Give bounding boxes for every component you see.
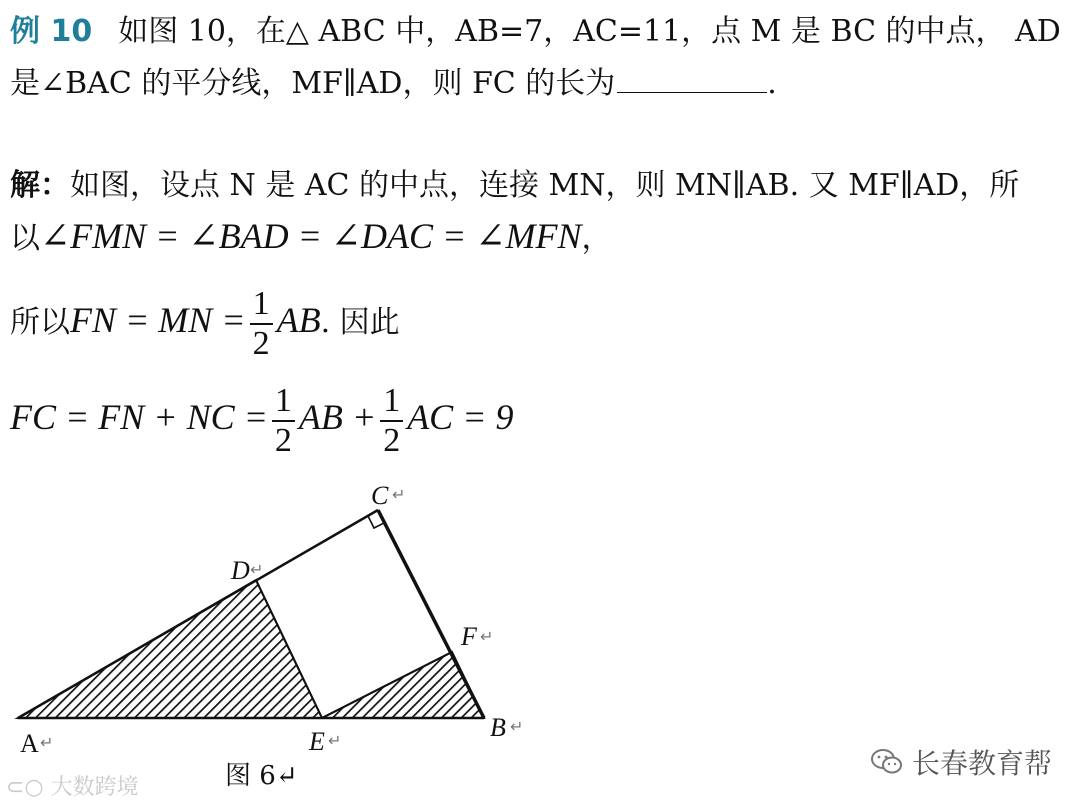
fraction-half-2 — [380, 382, 403, 460]
solution-text-3-suffix: . 因此 — [320, 305, 400, 340]
fraction-denominator: 2 — [252, 325, 270, 362]
solution-line-1 — [10, 166, 1019, 206]
solution-line-2 — [10, 216, 612, 259]
shaded-triangle-ade — [18, 580, 322, 718]
example-label: 例 10 — [10, 14, 93, 49]
label-e: E — [309, 727, 325, 756]
fc-equation-b: AB + — [298, 397, 377, 437]
wechat-icon — [870, 747, 904, 777]
shaded-region-efb — [322, 652, 484, 718]
angle-equation: ∠FMN = ∠BAD = ∠DAC = ∠MFN — [40, 216, 582, 256]
return-mark-d: ↵ — [250, 560, 264, 579]
problem-line-1 — [10, 12, 1061, 52]
watermark-logo-icon: ⊂○ — [6, 775, 44, 800]
watermark-left-text: 大数跨境 — [50, 775, 139, 800]
solution-text-3-prefix: 所以 — [10, 305, 70, 340]
fraction-denominator-1: 2 — [274, 422, 292, 459]
fraction-denominator-2: 2 — [383, 422, 401, 459]
label-c: C — [371, 481, 389, 510]
problem-text-2: 是∠BAC 的平分线，MF∥AD，则 FC 的长为 — [10, 66, 616, 101]
watermark-left — [6, 770, 139, 801]
watermark-right — [870, 742, 1052, 782]
figure-caption: 图 6↵ — [225, 761, 298, 791]
problem-line-2 — [10, 64, 777, 104]
solution-text-2-suffix: ， — [581, 221, 612, 256]
solution-label: 解： — [10, 168, 70, 203]
geometry-figure — [0, 470, 560, 760]
fraction-half-1 — [272, 382, 295, 460]
answer-blank — [617, 64, 767, 93]
return-mark-c: ↵ — [392, 485, 406, 504]
return-mark-a: ↵ — [40, 733, 54, 752]
solution-line-4 — [10, 372, 513, 465]
return-mark-f: ↵ — [480, 627, 494, 646]
fraction-half — [250, 285, 273, 363]
fraction-numerator-1: 1 — [272, 382, 295, 422]
solution-text-2-prefix: 以 — [10, 221, 40, 256]
label-f: F — [461, 622, 477, 651]
label-a: A — [20, 729, 39, 758]
fn-equation-ab: AB — [276, 300, 321, 340]
solution-text-1: 如图，设点 N 是 AC 的中点，连接 MN，则 MN∥AB. 又 MF∥AD，所 — [70, 168, 1020, 203]
label-d: D — [231, 556, 250, 585]
fc-equation-c: AC = 9 — [407, 397, 514, 437]
watermark-right-text: 长春教育帮 — [912, 747, 1053, 780]
fc-equation-a: FC = FN + NC = — [10, 397, 268, 437]
fraction-numerator-2: 1 — [380, 382, 403, 422]
return-mark-b: ↵ — [510, 717, 524, 736]
label-b: B — [490, 713, 506, 742]
problem-text-1: 如图 10，在△ ABC 中，AB=7，AC=11，点 M 是 BC 的中点， AD — [118, 14, 1061, 49]
problem-text-2-end: . — [767, 66, 777, 101]
fn-equation: FN = MN = — [70, 300, 246, 340]
solution-line-3 — [10, 275, 400, 368]
return-mark-e: ↵ — [328, 731, 342, 750]
fraction-numerator: 1 — [250, 285, 273, 325]
